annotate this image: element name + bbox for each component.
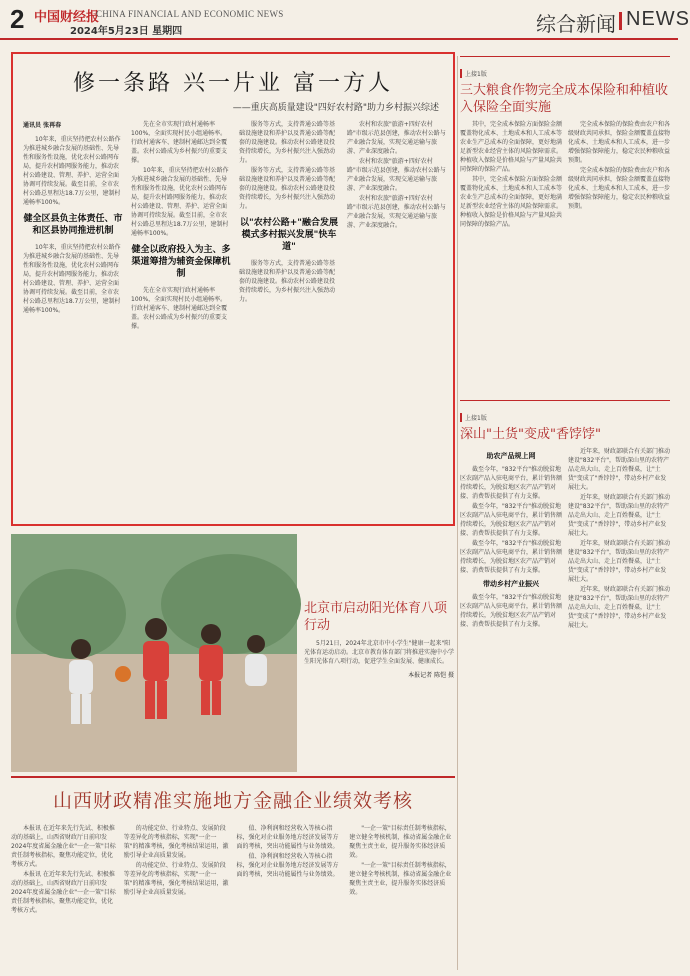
paragraph: "一企一策"目标责任制考核指标，建立健全考核机制，推动省属金融企业聚焦主责主业，提升服务实体经济质效。: [349, 825, 452, 859]
paragraph: 农村和农旅"旅游+四好农村路"市级示范县创建，推动农村公路与产业融合发展，实现交通运输与旅游、产业深度融合。: [347, 158, 446, 192]
byline: 通讯员 张再春: [23, 122, 62, 129]
local-goods-columns: [460, 447, 670, 631]
paragraph: 农村和农旅"旅游+四好农村路"市级示范县创建，推动农村公路与产业融合发展，实现交通运输与旅游、产业深度融合。: [347, 195, 446, 229]
lead-subhead: 健全以政府投入为主、多渠道筹措为辅资金保障机制: [131, 245, 231, 279]
section-name-en: NEWS: [626, 8, 690, 30]
basketball-icon: [115, 666, 131, 682]
lead-columns: [23, 120, 447, 520]
section-name-cn: 综合新闻: [536, 12, 616, 36]
lead-column: [347, 120, 447, 520]
section-divider: [619, 12, 622, 30]
paragraph: 服务等方式，支持普通公路等基础设施建设和养护以及普通公路等配套的设施建设。推动农村公路建设投资持续增长，为乡村振兴注入强劲动力。: [239, 167, 336, 210]
paragraph: 服务等方式，支持普通公路等基础设施建设和养护以及普通公路等配套的设施建设。推动农村公路建设投资持续增长，为乡村振兴注入强劲动力。: [239, 121, 336, 164]
story-subhead: 带动乡村产业振兴: [483, 580, 539, 588]
lead-subhead: 健全区县负主体责任、市和区县协同推进机制: [23, 214, 123, 236]
lead-title: 修一条路 兴一片业 富一方人: [73, 71, 393, 96]
paragraph: 截至今年，"832平台"推动脱贫地区农副产品入驻电商平台，累计销售额持续增长，为脱贫地区农产品产销对接、消费帮扶提供了有力支撑。: [460, 540, 563, 574]
lead-column: [239, 120, 339, 520]
crop-insurance-title: 三大粮食作物完全成本保险和种植收入保险全面实施: [460, 83, 669, 115]
bottom-story-header[interactable]: [11, 776, 455, 814]
basketball-photo[interactable]: [11, 534, 297, 772]
side-story-title: 北京市启动阳光体育八项行动: [304, 601, 448, 633]
paragraph: 值、净利润和经营收入等核心指标，强化对企业服务地方经济发展等方面的考核，突出功能属性与业务绩效。: [236, 825, 339, 850]
lead-subtitle: ——重庆高质量建设"四好农村路"助力乡村振兴综述: [232, 103, 439, 113]
player-figure: [245, 635, 267, 686]
bottom-column: [124, 824, 230, 970]
paragraph: 本报讯 在近年来先行先试、积极推动的基础上，山西省财政厅日前印发2024年度省属金融企业"一企一策"目标责任制考核指标，聚焦功能定位，优化考核方式。: [11, 825, 116, 868]
side-story[interactable]: [304, 600, 454, 770]
right-column-text: [460, 120, 562, 230]
paragraph: 完全成本保险的保险费由农户和各级财政共同承担，保险金额覆盖直接物化成本、土地成本和人工成本，进一步增强保险保障能力，稳定农民种粮收益预期。: [568, 167, 671, 210]
paragraph: 其中，完全成本保险方面保险金额覆盖物化成本、土地成本和人工成本等农业生产总成本的全面保障，更好地满足新型农业经营主体的风险保障需求。种植收入保险是价格风险与产量风险共同保障的保险产品。: [460, 121, 563, 173]
bottom-column: [11, 824, 117, 970]
paragraph: 10年来，重庆坚持把农村公路作为推进城乡融合发展的基础性、先导性和服务性设施，优化农村公路网布局，提升农村路网服务能力，推动农村公路建设、管理、养护、运营全面协调可持续发展。截至目前，全市农村公路总里程达18.7万公里，建制村通畅率100%。: [23, 244, 121, 314]
photo-credit: 本报记者 陈恺 摄: [408, 672, 454, 679]
paragraph: "一企一策"目标责任制考核指标，建立健全考核机制，推动省属金融企业聚焦主责主业，提升服务实体经济质效。: [349, 862, 452, 896]
paragraph: 近年来，财政部联合有关部门推动建设"832平台"，帮助深山里的农特产品走出大山、走上百姓餐桌，让"土货"变成了"香饽饽"，带动乡村产业发展壮大。: [568, 540, 671, 583]
paragraph: 10年来，重庆坚持把农村公路作为推进城乡融合发展的基础性、先导性和服务性设施，优化农村公路网布局，提升农村路网服务能力，推动农村公路建设、管理、养护、运营全面协调可持续发展。截至目前，全市农村公路总里程达18.7万公里，建制村通畅率100%。: [23, 136, 121, 206]
crop-insurance-columns: [460, 120, 670, 230]
continued-tag: 上接1版: [460, 413, 487, 422]
issue-date: 2024年5月23日 星期四: [70, 26, 183, 37]
paragraph: 近年来，财政部联合有关部门推动建设"832平台"，帮助深山里的农特产品走出大山、走上百姓餐桌，让"土货"变成了"香饽饽"，带动乡村产业发展壮大。: [568, 494, 671, 537]
paragraph: 的功能定位、行业特点、发展阶段等差异化的考核指标，实现"一企一策"的精准考核，强化考核结果运用，激励引导企业高质量发展。: [123, 862, 229, 896]
continued-tag: 上接1版: [460, 69, 487, 78]
bottom-story-title: 山西财政精准实施地方金融企业绩效考核: [52, 790, 413, 812]
story-subhead: 助农产品规上网: [486, 452, 536, 460]
paper-name-en: CHINA FINANCIAL AND ECONOMIC NEWS: [96, 9, 284, 19]
masthead: [0, 0, 690, 40]
paragraph: 近年来，财政部联合有关部门推动建设"832平台"，帮助深山里的农特产品走出大山、走上百姓餐桌，让"土货"变成了"香饽饽"，带动乡村产业发展壮大。: [568, 448, 671, 491]
bottom-story-columns: [11, 824, 455, 970]
crop-insurance-story[interactable]: [460, 56, 670, 392]
paragraph: 的功能定位、行业特点、发展阶段等差异化的考核指标，实现"一企一策"的精准考核，强化考核结果运用，激励引导企业高质量发展。: [123, 825, 229, 859]
lead-story[interactable]: [11, 52, 455, 526]
lead-column: [131, 120, 231, 520]
local-goods-title: 深山"土货"变成"香饽饽": [460, 427, 601, 442]
paragraph: 近年来，财政部联合有关部门推动建设"832平台"，帮助深山里的农特产品走出大山、走上百姓餐桌，让"土货"变成了"香饽饽"，带动乡村产业发展壮大。: [568, 586, 671, 629]
right-column-text: [568, 120, 670, 230]
paragraph: 服务等方式，支持普通公路等基础设施建设和养护以及普通公路等配套的设施建设。推动农村公路建设投资持续增长，为乡村振兴注入强劲动力。: [239, 260, 336, 303]
paragraph: 其中，完全成本保险方面保险金额覆盖物化成本、土地成本和人工成本等农业生产总成本的全面保障，更好地满足新型农业经营主体的风险保障需求。种植收入保险是价格风险与产量风险共同保障的保险产品。: [460, 176, 563, 228]
right-column-text: [460, 447, 562, 631]
bottom-column: [349, 824, 455, 970]
lead-subhead: 以"农村公路+"融合发展模式多村振兴发展"快车道": [240, 218, 338, 252]
paragraph: 5月21日，2024年北京市中小学生"健康一起来"阳光体育运动启动。北京市教育体育部门将推进实施中小学生阳光体育八项行动，促进学生全面发展、健康成长。: [304, 640, 455, 665]
local-goods-story[interactable]: [460, 400, 670, 970]
paragraph: 先在全市实现行政村通畅率100%，全面实现村民小组通畅率。行政村通客车、建制村通邮达到全覆盖。农村公路成为乡村振兴的重要支撑。: [131, 287, 228, 330]
photo-illustration: [11, 534, 297, 772]
paragraph: 本报讯 在近年来先行先试、积极推动的基础上，山西省财政厅日前印发2024年度省属金融企业"一企一策"目标责任制考核指标，聚焦功能定位，优化考核方式。: [11, 871, 116, 914]
paragraph: 先在全市实现行政村通畅率100%，全面实现村民小组通畅率。行政村通客车、建制村通邮达到全覆盖。农村公路成为乡村振兴的重要支撑。: [131, 121, 228, 164]
paragraph: 值、净利润和经营收入等核心指标，强化对企业服务地方经济发展等方面的考核，突出功能属性与业务绩效。: [236, 853, 339, 878]
right-column: [460, 56, 670, 970]
lead-column: [23, 120, 123, 520]
paragraph: 完全成本保险的保险费由农户和各级财政共同承担，保险金额覆盖直接物化成本、土地成本和人工成本，进一步增强保险保障能力，稳定农民种粮收益预期。: [568, 121, 671, 164]
paper-name-cn: 中国财经报: [34, 10, 100, 25]
right-column-text: [568, 447, 670, 631]
paragraph: 农村和农旅"旅游+四好农村路"市级示范县创建，推动农村公路与产业融合发展，实现交通运输与旅游、产业深度融合。: [347, 121, 446, 155]
paragraph: 截至今年，"832平台"推动脱贫地区农副产品入驻电商平台，累计销售额持续增长，为脱贫地区农产品产销对接、消费帮扶提供了有力支撑。: [460, 594, 563, 628]
paragraph: 截至今年，"832平台"推动脱贫地区农副产品入驻电商平台，累计销售额持续增长，为脱贫地区农产品产销对接、消费帮扶提供了有力支撑。: [460, 466, 563, 500]
paragraph: 截至今年，"832平台"推动脱贫地区农副产品入驻电商平台，累计销售额持续增长，为脱贫地区农产品产销对接、消费帮扶提供了有力支撑。: [460, 503, 563, 537]
page-number: 2: [10, 4, 25, 34]
bottom-column: [237, 824, 343, 970]
column-divider: [457, 56, 458, 970]
paragraph: 10年来，重庆坚持把农村公路作为推进城乡融合发展的基础性、先导性和服务性设施，优化农村公路网布局，提升农村路网服务能力，推动农村公路建设、管理、养护、运营全面协调可持续发展。截至目前，全市农村公路总里程达18.7万公里，建制村通畅率100%。: [131, 167, 229, 237]
side-story-body: [304, 639, 454, 666]
